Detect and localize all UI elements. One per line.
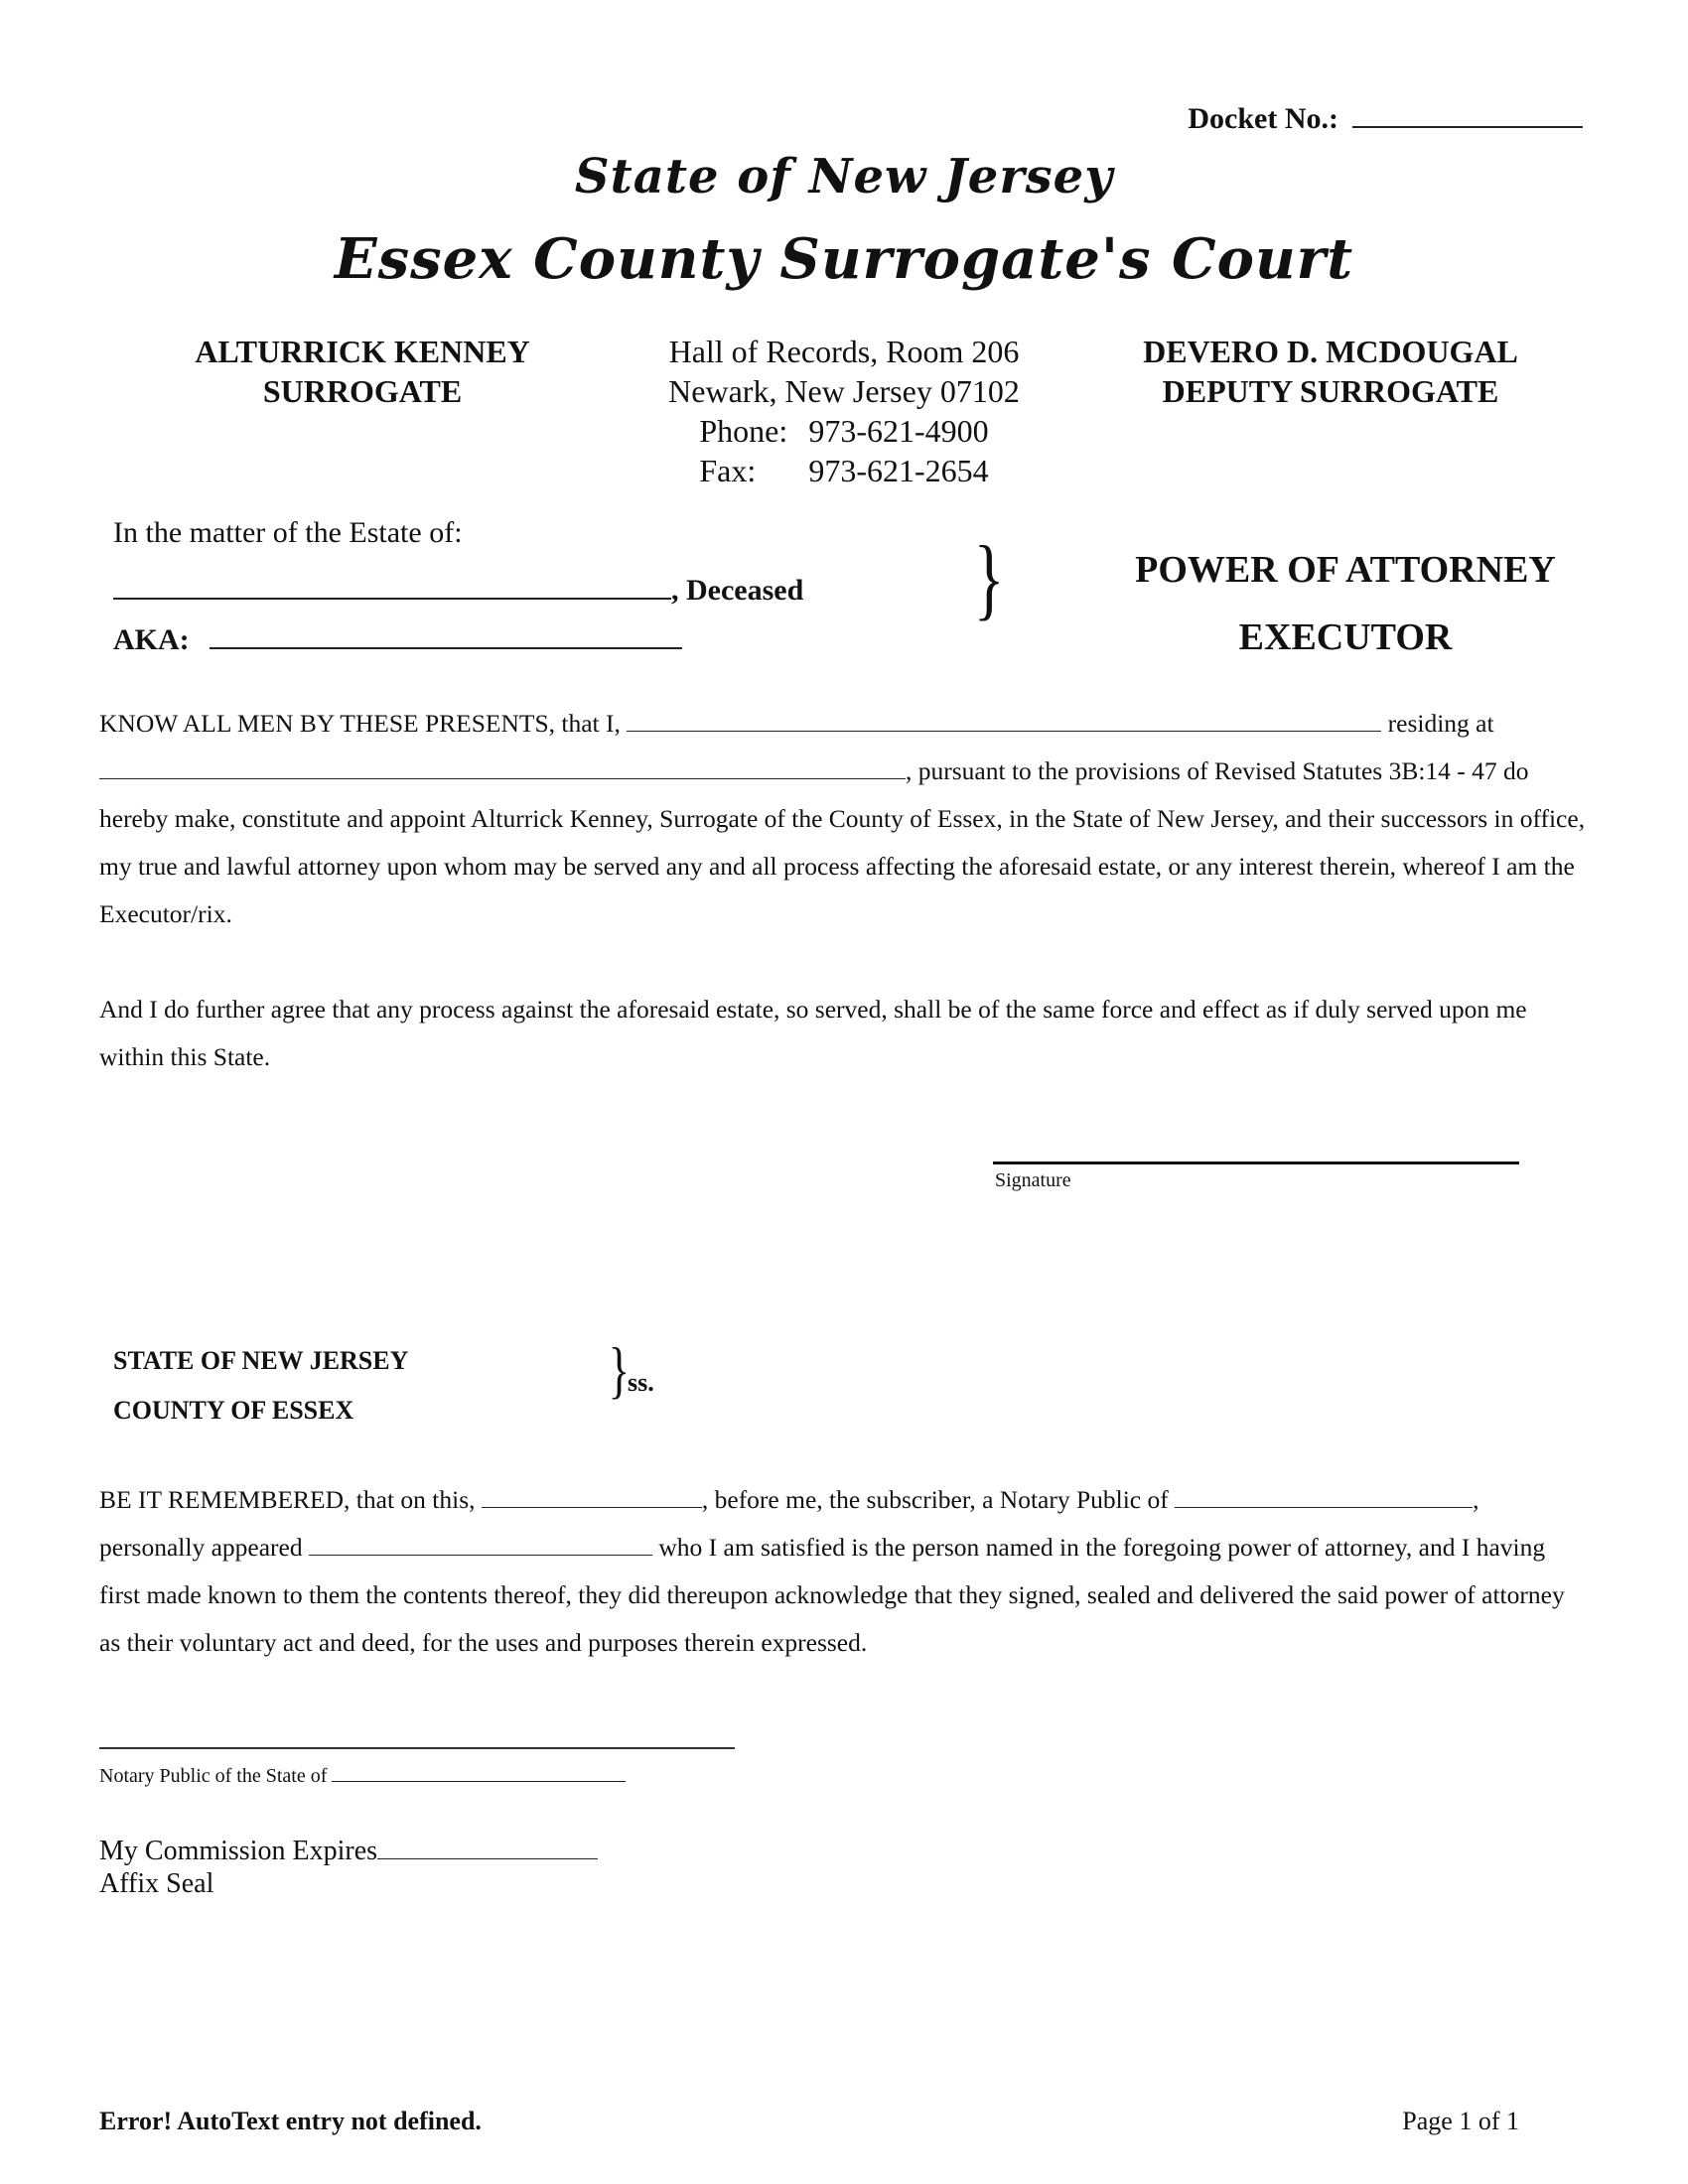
acknowledgment-text-c: , bbox=[1473, 1485, 1479, 1514]
acknowledgment-paragraph bbox=[99, 1476, 1589, 1667]
estate-matter-label: In the matter of the Estate of: bbox=[113, 516, 463, 549]
notary-label-row bbox=[99, 1765, 626, 1788]
document-title-line-2: EXECUTOR bbox=[1238, 616, 1453, 658]
notary-state-field[interactable] bbox=[332, 1780, 626, 1782]
address-line-1: Hall of Records, Room 206 bbox=[668, 334, 1020, 369]
aka-field[interactable] bbox=[210, 646, 682, 649]
affix-seal-label: Affix Seal bbox=[99, 1868, 214, 1899]
acknowledgment-text-d: personally appeared bbox=[99, 1533, 303, 1562]
appointment-text-c: , pursuant to the provisions of Revised Statutes 3B:14 - 47 bbox=[906, 756, 1497, 785]
phone-number: 973-621-4900 bbox=[808, 413, 989, 449]
estate-name-row bbox=[113, 574, 803, 608]
notary-signature-line[interactable] bbox=[99, 1747, 735, 1749]
signature-label: Signature bbox=[995, 1169, 1071, 1191]
surrogate-name: ALTURRICK KENNEY bbox=[195, 334, 530, 369]
commission-label: My Commission Expires bbox=[99, 1836, 378, 1866]
venue-state: STATE OF NEW JERSEY bbox=[113, 1346, 409, 1375]
venue-block bbox=[113, 1336, 408, 1435]
deputy-title: DEPUTY SURROGATE bbox=[1162, 373, 1499, 409]
deputy-block bbox=[1102, 332, 1559, 411]
notary-jurisdiction-field[interactable] bbox=[1175, 1506, 1473, 1508]
agreement-paragraph: And I do further agree that any process against the aforesaid estate, so served, shall be of the same force and effect as if duly served upon me within this State. bbox=[99, 995, 1527, 1071]
address-line-2: Newark, New Jersey 07102 bbox=[668, 373, 1020, 409]
docket-number bbox=[1188, 102, 1583, 136]
executor-address-field[interactable] bbox=[99, 777, 906, 779]
docket-label: Docket No.: bbox=[1188, 102, 1338, 135]
venue-county: COUNTY OF ESSEX bbox=[113, 1396, 354, 1425]
fax-row bbox=[635, 451, 1053, 490]
surrogate-title: SURROGATE bbox=[262, 373, 463, 409]
docket-number-field[interactable] bbox=[1352, 125, 1583, 128]
fax-number: 973-621-2654 bbox=[808, 453, 989, 488]
appointment-paragraph bbox=[99, 700, 1589, 938]
commission-block bbox=[99, 1835, 598, 1900]
surrogate-block bbox=[159, 332, 566, 411]
notary-label: Notary Public of the State of bbox=[99, 1765, 328, 1787]
page-number: Page 1 of 1 bbox=[1402, 2107, 1519, 2135]
state-title: State of New Jersey bbox=[574, 149, 1114, 205]
court-contact bbox=[635, 332, 1053, 490]
phone-row bbox=[635, 411, 1053, 451]
acknowledgment-text-b: , before me, the subscriber, a Notary Public of bbox=[701, 1485, 1169, 1514]
estate-name-field[interactable] bbox=[113, 597, 671, 600]
executor-name-field[interactable] bbox=[627, 730, 1381, 732]
deceased-label: , Deceased bbox=[671, 574, 804, 607]
court-title: Essex County Surrogate's Court bbox=[334, 226, 1354, 292]
autotext-error: Error! AutoText entry not defined. bbox=[99, 2107, 482, 2135]
appointment-text-b: residing at bbox=[1387, 709, 1494, 738]
appointment-text-d: do hereby make, constitute and appoint Alturrick Kenney, Surrogate of the County of Essex, in the State of New Jersey, and their successors in office, my true and lawful attorney upon whom may be served any and all process affecting the aforesaid estate, or any interest therein, whereof I am the Executor/rix. bbox=[99, 756, 1586, 928]
venue-ss: ss. bbox=[628, 1368, 654, 1397]
appointment-text-a: KNOW ALL MEN BY THESE PRESENTS, that I, bbox=[99, 709, 621, 738]
deputy-name: DEVERO D. MCDOUGAL bbox=[1143, 334, 1518, 369]
aka-label: AKA: bbox=[113, 623, 190, 656]
acknowledgment-text-a: BE IT REMEMBERED, that on this, bbox=[99, 1485, 476, 1514]
aka-row bbox=[113, 623, 682, 657]
document-title-line-1: POWER OF ATTORNEY bbox=[1135, 549, 1556, 591]
signature-line[interactable] bbox=[993, 1161, 1519, 1164]
acknowledgment-date-field[interactable] bbox=[482, 1506, 702, 1508]
phone-label: Phone: bbox=[699, 413, 788, 449]
venue-brace: } bbox=[608, 1334, 631, 1405]
commission-expiry-field[interactable] bbox=[377, 1857, 598, 1859]
commission-row bbox=[99, 1835, 598, 1867]
acknowledgment-text-e: who I am satisfied is the person named in the foregoing power of attorney, and I having first made known to them the contents thereof, they did thereupon acknowledge that they signed, sealed and delivered the said power of attorney as their voluntary act and deed, for the uses and purposes therein expressed. bbox=[99, 1533, 1565, 1657]
estate-brace: } bbox=[973, 527, 1005, 628]
appearing-person-field[interactable] bbox=[309, 1554, 652, 1556]
fax-label: Fax: bbox=[699, 453, 757, 488]
document-title bbox=[1092, 536, 1599, 671]
